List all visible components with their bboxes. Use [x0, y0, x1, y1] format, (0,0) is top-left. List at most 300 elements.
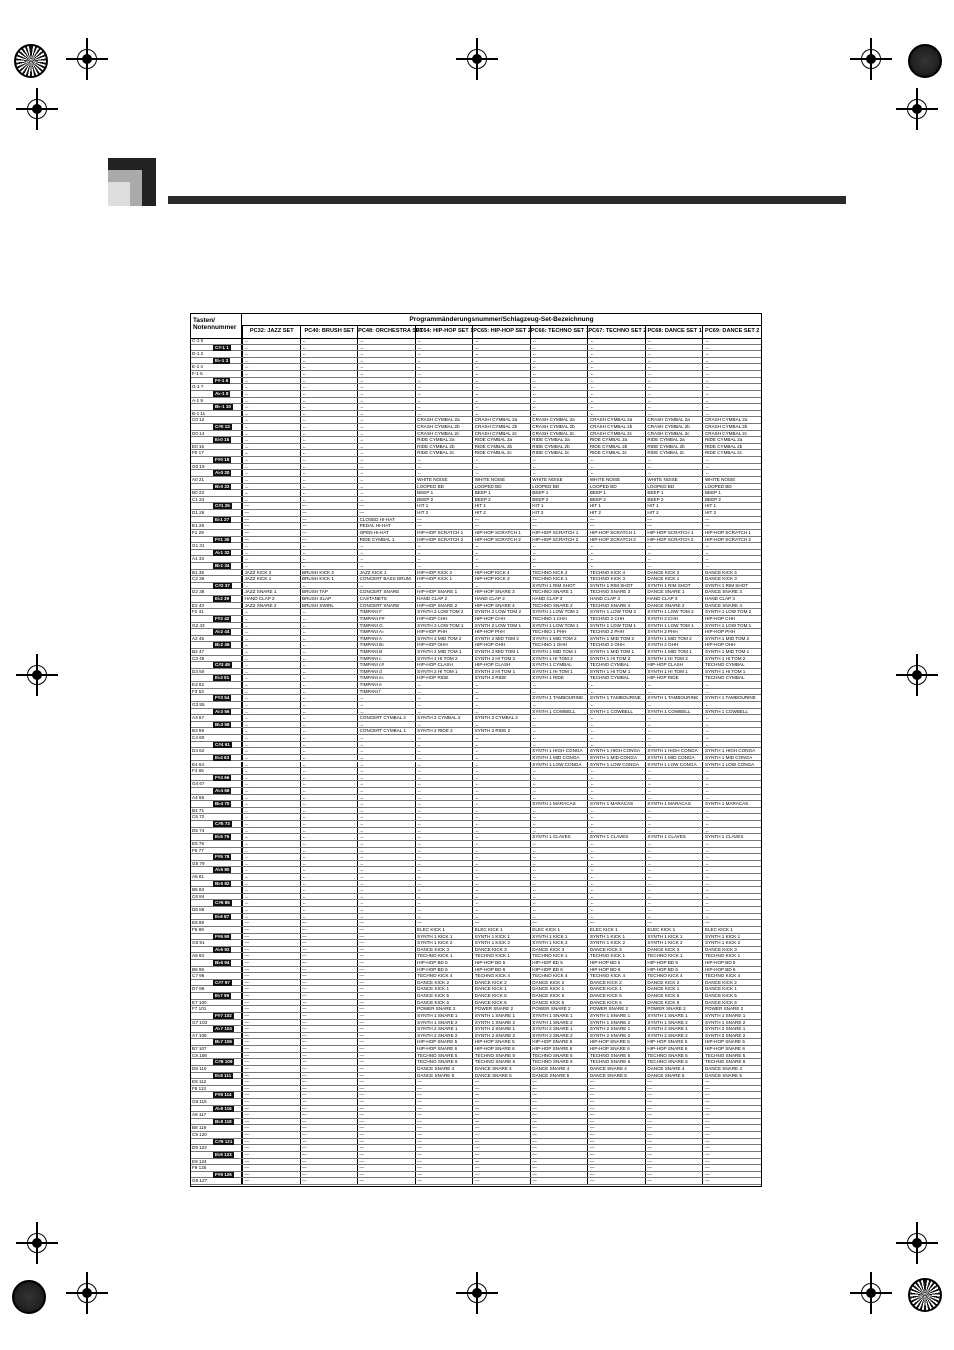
table-cell: BEEP 1	[415, 490, 473, 496]
table-cell: —	[300, 973, 358, 979]
table-cell: SYNTH 1 SNARE 2	[415, 1020, 473, 1026]
table-cell: —	[300, 537, 358, 543]
table-cell: SYNTH 1 KICK 1	[415, 934, 473, 940]
table-cell: ←	[415, 695, 473, 701]
table-cell: SYNTH 2 OHH	[645, 642, 703, 648]
table-cell: —	[702, 1106, 760, 1112]
key-cell	[191, 980, 242, 986]
table-cell: ←	[300, 662, 358, 668]
table-cell: —	[415, 1099, 473, 1105]
table-cell: —	[587, 1172, 645, 1178]
table-cell: ←	[587, 742, 645, 748]
table-cell: HIT 2	[530, 510, 588, 516]
table-cell: HAND CLAP 3	[645, 596, 703, 602]
table-cell: ←	[530, 907, 588, 913]
table-cell: ←	[530, 364, 588, 370]
table-cell: ←	[702, 814, 760, 820]
key-label: A♭2 44	[215, 629, 230, 635]
table-cell: —	[702, 1145, 760, 1151]
table-cell: HAND CLAP 2	[242, 596, 300, 602]
key-label: E♭6 87	[215, 913, 230, 919]
table-cell: ←	[415, 775, 473, 781]
table-cell: —	[415, 1125, 473, 1131]
table-cell: ←	[300, 861, 358, 867]
table-cell: ←	[415, 821, 473, 827]
table-cell: ←	[702, 464, 760, 470]
table-cell: SYNTH 1 KICK 2	[472, 940, 530, 946]
table-cell: SYNTH 1 SNARE 1	[530, 1013, 588, 1019]
table-cell: TIMPANI F	[357, 609, 415, 615]
key-cell	[191, 623, 242, 629]
table-cell: ←	[242, 616, 300, 622]
table-cell: ←	[645, 874, 703, 880]
column-header: PC65: HIP-HOP SET 2	[472, 325, 531, 338]
key-cell	[191, 748, 242, 754]
key-label: A♭4 68	[215, 787, 230, 793]
key-cell	[191, 1079, 242, 1085]
table-cell: ←	[530, 914, 588, 920]
table-row	[191, 563, 761, 570]
table-cell: SYNTH 1 KICK 2	[530, 940, 588, 946]
table-cell: ←	[702, 768, 760, 774]
table-cell: —	[242, 510, 300, 516]
table-cell: —	[357, 947, 415, 953]
table-row	[191, 675, 761, 682]
key-cell	[191, 338, 242, 344]
table-cell: —	[242, 1086, 300, 1092]
table-cell: CONCERT CYMBAL 2	[357, 715, 415, 721]
table-cell: ←	[415, 854, 473, 860]
key-cell	[191, 457, 242, 463]
table-cell: PEDAL HI-HAT	[357, 523, 415, 529]
key-label: A6 93	[192, 953, 205, 959]
column-header: PC40: BRUSH SET	[300, 325, 359, 338]
table-cell: —	[357, 1159, 415, 1165]
table-cell: ←	[242, 709, 300, 715]
key-cell	[191, 894, 242, 900]
table-cell: SYNTH 1 HI TOM 1	[702, 669, 760, 675]
table-cell: —	[357, 993, 415, 999]
table-cell: ←	[300, 795, 358, 801]
table-cell: TECHNO KICK 4	[415, 973, 473, 979]
table-cell: ELEC KICK 1	[645, 927, 703, 933]
table-row	[191, 450, 761, 457]
table-cell: ←	[472, 834, 530, 840]
table-cell: —	[645, 1079, 703, 1085]
table-cell: ←	[242, 609, 300, 615]
table-cell: ←	[472, 404, 530, 410]
table-cell: CRASH CYMBAL 2a	[702, 417, 760, 423]
table-cell: ←	[300, 364, 358, 370]
table-cell: SYNTH 1 LOW CONGA	[645, 762, 703, 768]
table-cell: BEEP 1	[645, 490, 703, 496]
table-cell: HIP-HOP RIDE	[645, 675, 703, 681]
table-cell: ←	[300, 437, 358, 443]
table-cell: ←	[300, 556, 358, 562]
table-cell: DANCE KICK 3	[702, 576, 760, 582]
table-cell: TECHNO KICK 1	[415, 953, 473, 959]
table-cell: CRASH CYMBAL 2a	[472, 417, 530, 423]
table-row	[191, 861, 761, 868]
key-cell	[191, 477, 242, 483]
table-cell: —	[415, 517, 473, 523]
table-cell: —	[530, 1139, 588, 1145]
table-cell: ←	[472, 874, 530, 880]
table-cell: WHITE NOISE	[530, 477, 588, 483]
key-cell	[191, 444, 242, 450]
table-cell: —	[587, 1152, 645, 1158]
table-cell: —	[472, 1092, 530, 1098]
table-cell: DANCE SNARE 4	[530, 1066, 588, 1072]
table-cell: —	[357, 1172, 415, 1178]
table-cell: BEEP 2	[472, 497, 530, 503]
table-cell: —	[357, 1106, 415, 1112]
table-cell: —	[357, 1112, 415, 1118]
table-cell: DANCE KICK 2	[530, 980, 588, 986]
table-cell: HIP-HOP BD 5	[702, 960, 760, 966]
table-cell: SYNTH 1 MID CONGA	[702, 755, 760, 761]
table-cell: ←	[242, 788, 300, 794]
table-cell: WHITE NOISE	[702, 477, 760, 483]
key-cell	[191, 900, 242, 906]
table-cell: ←	[472, 689, 530, 695]
table-cell: —	[357, 1079, 415, 1085]
table-cell: —	[587, 1139, 645, 1145]
table-row	[191, 503, 761, 510]
key-cell	[191, 828, 242, 834]
table-cell: SYNTH 1 MID TOM 1	[702, 649, 760, 655]
table-cell: TECHNO KICK 1	[645, 953, 703, 959]
table-cell: —	[300, 1059, 358, 1065]
table-cell: DANCE SNARE 4	[587, 1066, 645, 1072]
table-cell: ←	[530, 398, 588, 404]
table-cell: ←	[300, 762, 358, 768]
table-cell: ←	[242, 768, 300, 774]
key-label: E1 28	[192, 523, 205, 529]
table-cell: —	[415, 1165, 473, 1171]
table-cell: ←	[587, 781, 645, 787]
table-cell: —	[242, 934, 300, 940]
table-cell: ←	[587, 345, 645, 351]
table-cell: ←	[472, 364, 530, 370]
table-cell: SYNTH 1 LOW TOM 1	[587, 623, 645, 629]
key-cell	[191, 636, 242, 642]
table-cell: HAND CLAP 3	[587, 596, 645, 602]
table-cell: SYNTH 1 RIM SHOT	[587, 583, 645, 589]
key-cell	[191, 411, 242, 417]
table-cell: SYNTH 2 SNARE 2	[530, 1033, 588, 1039]
key-cell	[191, 881, 242, 887]
table-row	[191, 1000, 761, 1007]
table-cell: ←	[702, 795, 760, 801]
table-cell: ←	[242, 497, 300, 503]
table-cell: SYNTH 2 CHH	[645, 616, 703, 622]
table-cell: POWER SNARE 2	[415, 1006, 473, 1012]
table-cell: —	[300, 960, 358, 966]
table-row	[191, 1119, 761, 1126]
table-cell: —	[702, 1099, 760, 1105]
table-cell: CRASH CYMBAL 2a	[587, 417, 645, 423]
table-cell: ←	[645, 768, 703, 774]
table-cell: HIP-HOP SCRATCH 1	[530, 530, 588, 536]
table-cell: DANCE SNARE 5	[472, 1073, 530, 1079]
table-cell: ←	[415, 781, 473, 787]
table-cell: ←	[242, 457, 300, 463]
table-row	[191, 947, 761, 954]
key-label: E♭2 39	[215, 596, 230, 602]
table-cell: —	[702, 920, 760, 926]
table-cell: ←	[702, 788, 760, 794]
table-cell: ←	[645, 881, 703, 887]
table-cell: ←	[530, 854, 588, 860]
table-cell: ←	[415, 808, 473, 814]
key-cell	[191, 1106, 242, 1112]
table-cell: ←	[530, 371, 588, 377]
key-label: F#7 102	[215, 1012, 232, 1018]
key-label: B0 23	[192, 490, 205, 496]
table-cell: SYNTH 1 HIGH CONGA	[702, 748, 760, 754]
table-cell: ←	[242, 682, 300, 688]
table-cell: ←	[415, 735, 473, 741]
table-row	[191, 715, 761, 722]
table-cell: ←	[242, 669, 300, 675]
table-cell: —	[300, 1000, 358, 1006]
table-cell: ←	[300, 768, 358, 774]
key-label: D0 14	[192, 430, 205, 436]
table-cell: ←	[415, 709, 473, 715]
table-row	[191, 808, 761, 815]
table-cell: ←	[357, 484, 415, 490]
table-row	[191, 742, 761, 749]
table-cell: ←	[357, 384, 415, 390]
table-row	[191, 490, 761, 497]
table-cell: WHITE NOISE	[415, 477, 473, 483]
key-label: A♭0 20	[215, 470, 230, 476]
table-row	[191, 1092, 761, 1099]
table-cell: —	[702, 517, 760, 523]
table-cell: DANCE SNARE 4	[415, 1066, 473, 1072]
table-cell: ←	[415, 682, 473, 688]
table-row	[191, 556, 761, 563]
key-label: C#-1 1	[215, 344, 229, 350]
table-cell: ←	[472, 748, 530, 754]
key-label: B♭8 118	[215, 1118, 232, 1124]
table-cell: HIP-HOP KICK 4	[472, 570, 530, 576]
table-cell: WHITE NOISE	[472, 477, 530, 483]
table-cell: TECHNO KICK 1	[472, 953, 530, 959]
table-row	[191, 437, 761, 444]
table-cell: ←	[357, 477, 415, 483]
key-cell	[191, 947, 242, 953]
table-row	[191, 371, 761, 378]
key-cell	[191, 570, 242, 576]
table-cell: —	[300, 986, 358, 992]
table-cell: ←	[242, 695, 300, 701]
table-cell: —	[530, 1079, 588, 1085]
table-cell: —	[472, 1145, 530, 1151]
table-cell: —	[530, 1099, 588, 1105]
key-label: A♭-1 8	[215, 390, 229, 396]
table-cell: —	[300, 1073, 358, 1079]
table-cell: ←	[587, 854, 645, 860]
table-cell: ←	[530, 345, 588, 351]
table-cell: ←	[472, 391, 530, 397]
table-cell: ←	[242, 636, 300, 642]
section-tab-block	[108, 158, 156, 206]
table-cell: ←	[300, 424, 358, 430]
table-cell: ←	[300, 675, 358, 681]
table-cell: ←	[300, 371, 358, 377]
table-cell: —	[357, 980, 415, 986]
table-cell: HIT 1	[702, 503, 760, 509]
table-cell: ←	[357, 450, 415, 456]
table-cell: HIP-HOP BD 6	[472, 967, 530, 973]
table-cell: ←	[242, 550, 300, 556]
key-cell	[191, 755, 242, 761]
key-label: B♭7 106	[215, 1039, 232, 1045]
table-cell: SYNTH 2 SNARE 1	[472, 1026, 530, 1032]
table-cell: ←	[242, 781, 300, 787]
table-cell: ←	[702, 715, 760, 721]
table-cell: —	[242, 1006, 300, 1012]
drum-set-table	[190, 313, 762, 1187]
table-row	[191, 338, 761, 345]
table-cell: —	[300, 1152, 358, 1158]
table-cell: SYNTH 1 COWBELL	[645, 709, 703, 715]
table-cell: HIT 2	[415, 510, 473, 516]
table-cell: SYNTH 1 MID TOM 2	[645, 636, 703, 642]
table-cell: TECHNO CYMBAL	[702, 675, 760, 681]
table-row	[191, 887, 761, 894]
table-cell: ←	[472, 583, 530, 589]
table-cell: —	[472, 523, 530, 529]
key-label: A-1 9	[192, 397, 203, 403]
table-cell: CRASH CYMBAL 2b	[702, 424, 760, 430]
table-cell: ←	[472, 351, 530, 357]
table-cell: ←	[645, 861, 703, 867]
key-label: B8 119	[192, 1125, 207, 1131]
table-cell: ←	[472, 384, 530, 390]
table-cell: ←	[357, 398, 415, 404]
table-cell: ←	[415, 748, 473, 754]
table-cell: SYNTH 1 SNARE 2	[702, 1020, 760, 1026]
table-cell: ←	[702, 371, 760, 377]
table-cell: ←	[357, 345, 415, 351]
table-cell: —	[242, 1106, 300, 1112]
table-cell: HAND CLAP 3	[702, 596, 760, 602]
table-row	[191, 1178, 761, 1185]
key-cell	[191, 537, 242, 543]
table-row	[191, 543, 761, 550]
table-cell: BEEP 2	[530, 497, 588, 503]
table-cell: ←	[357, 457, 415, 463]
table-row	[191, 662, 761, 669]
key-cell	[191, 1053, 242, 1059]
table-cell: WHITE NOISE	[645, 477, 703, 483]
table-cell: ←	[530, 464, 588, 470]
key-label: A♭6 92	[215, 946, 230, 952]
table-row	[191, 828, 761, 835]
table-cell: ←	[242, 484, 300, 490]
table-cell: ←	[702, 543, 760, 549]
table-cell: ←	[300, 702, 358, 708]
table-cell: ←	[472, 848, 530, 854]
table-cell: HIP-HOP SCRATCH 2	[530, 537, 588, 543]
table-cell: ←	[530, 735, 588, 741]
table-cell: ←	[702, 398, 760, 404]
key-label: F#1 30	[215, 536, 230, 542]
table-cell: —	[645, 1152, 703, 1158]
table-cell: ←	[300, 656, 358, 662]
table-row	[191, 682, 761, 689]
table-cell: ←	[415, 411, 473, 417]
key-cell	[191, 556, 242, 562]
table-cell: SYNTH 1 MID TOM 1	[530, 649, 588, 655]
table-cell: SYNTH 1 TAMBOURINE	[702, 695, 760, 701]
table-cell: TECHNO SNARE 5	[645, 1053, 703, 1059]
table-cell: ←	[702, 894, 760, 900]
table-cell: ←	[472, 543, 530, 549]
table-cell: ←	[357, 497, 415, 503]
table-cell: ←	[300, 669, 358, 675]
table-cell: ←	[645, 894, 703, 900]
table-cell: —	[300, 1033, 358, 1039]
table-cell: DANCE KICK 1	[415, 986, 473, 992]
table-cell: TIMPANI c#	[357, 662, 415, 668]
table-cell: ←	[357, 391, 415, 397]
table-cell: HIP-HOP BD 5	[530, 960, 588, 966]
table-cell: SYNTH 1 MID CONGA	[645, 755, 703, 761]
table-cell: —	[300, 980, 358, 986]
key-cell	[191, 510, 242, 516]
table-cell: ←	[357, 841, 415, 847]
table-cell: ←	[472, 907, 530, 913]
table-cell: ←	[357, 378, 415, 384]
table-cell: DANCE SNARE 4	[702, 603, 760, 609]
table-cell: CRASH CYMBAL 2b	[530, 424, 588, 430]
key-label: E♭3 51	[215, 675, 230, 681]
key-label: C1 24	[192, 496, 205, 502]
table-cell: SYNTH 1 COWBELL	[587, 709, 645, 715]
key-label: F#8 114	[215, 1092, 232, 1098]
key-cell	[191, 1013, 242, 1019]
key-label: A♭5 80	[215, 867, 230, 873]
key-cell	[191, 351, 242, 357]
table-cell: —	[587, 1099, 645, 1105]
table-cell: —	[702, 523, 760, 529]
table-cell: ←	[357, 808, 415, 814]
table-cell: —	[530, 1132, 588, 1138]
table-row	[191, 603, 761, 610]
table-cell: —	[587, 517, 645, 523]
table-cell: ←	[530, 351, 588, 357]
key-cell	[191, 801, 242, 807]
key-label: F9 125	[192, 1165, 207, 1171]
table-cell: ←	[242, 424, 300, 430]
table-cell: ←	[415, 762, 473, 768]
table-cell: TIMPANI e♭	[357, 675, 415, 681]
table-cell: SYNTH 1 HIGH CONGA	[645, 748, 703, 754]
table-cell: ←	[357, 371, 415, 377]
table-cell: ←	[300, 464, 358, 470]
table-row	[191, 967, 761, 974]
table-cell: HIP-HOP SCRATCH 1	[587, 530, 645, 536]
table-cell: TECHNO 2 PHH	[587, 629, 645, 635]
table-cell: ←	[242, 583, 300, 589]
table-cell: —	[415, 523, 473, 529]
table-cell: ←	[472, 470, 530, 476]
table-cell: ←	[645, 775, 703, 781]
